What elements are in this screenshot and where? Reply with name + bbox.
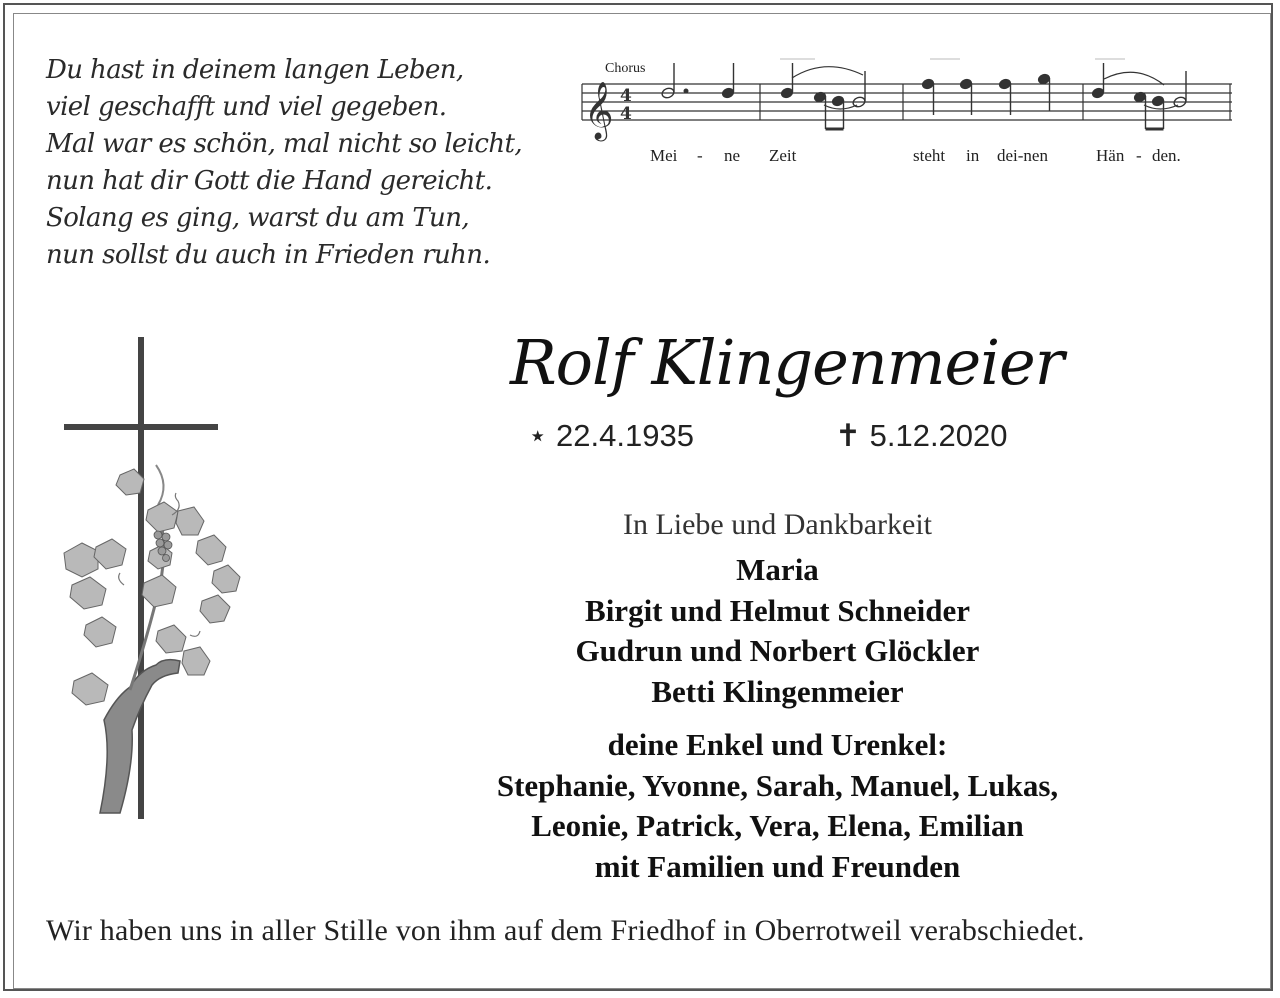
family-member: Betti Klingenmeier [651, 673, 904, 709]
grandchildren-heading: deine Enkel und Urenkel: [607, 727, 948, 762]
star-icon: ⋆ [528, 418, 548, 453]
chorus-label: Chorus [605, 61, 646, 76]
lyric-syllable: - [1136, 146, 1142, 165]
lyric-syllable: Mei [650, 146, 678, 165]
lyric-syllable: - [697, 146, 703, 165]
farewell-note: Wir haben uns in aller Stille von ihm auf dem Friedhof in Oberrotweil verabschiedet. [46, 914, 1085, 947]
lyric-syllable: in [966, 146, 980, 165]
svg-text:𝄞: 𝄞 [584, 81, 614, 139]
poem-line: nun sollst du auch in Frieden ruhn. [46, 240, 491, 270]
cross-with-vine-icon [60, 335, 250, 825]
family-member: Gudrun und Norbert Glöckler [575, 633, 980, 668]
treble-clef-icon [584, 81, 614, 142]
family-member: Birgit und Helmut Schneider [585, 592, 970, 628]
cross-icon: ✝ [835, 418, 861, 453]
lyric-syllable: ne [724, 146, 741, 165]
lyric-syllable: dei-nen [997, 146, 1048, 165]
lyric-syllable: Zeit [769, 146, 797, 165]
poem-line: viel geschafft und viel gegeben. [46, 92, 447, 122]
svg-text:4: 4 [620, 104, 632, 124]
death-date-value: 5.12.2020 [869, 418, 1008, 453]
family-list [470, 550, 1085, 712]
poem-line: Solang es ging, warst du am Tun, [46, 203, 470, 233]
svg-text:4: 4 [620, 86, 632, 106]
poem-line: Du hast in deinem langen Leben, [46, 55, 464, 85]
birth-date [528, 418, 694, 454]
grandchildren-line: Leonie, Patrick, Vera, Elena, Emilian [531, 808, 1024, 843]
grandchildren-list [470, 725, 1085, 887]
deceased-name: Rolf Klingenmeier [510, 326, 1064, 399]
birth-date-value: 22.4.1935 [556, 418, 694, 453]
poem-line: Mal war es schön, mal nicht so leicht, [46, 129, 523, 159]
grandchildren-line: mit Familien und Freunden [594, 848, 961, 884]
lyric-syllable: den. [1152, 146, 1181, 165]
poem [46, 52, 522, 274]
grandchildren-line: Stephanie, Yvonne, Sarah, Manuel, Lukas, [496, 767, 1059, 803]
mourners-intro: In Liebe und Dankbarkeit [622, 508, 933, 541]
poem-line: nun hat dir Gott die Hand gereicht. [46, 166, 493, 196]
lyric-syllable: Hän [1096, 146, 1125, 165]
family-member: Maria [736, 552, 819, 587]
death-date [835, 418, 1008, 454]
lyric-syllable: steht [913, 146, 946, 165]
